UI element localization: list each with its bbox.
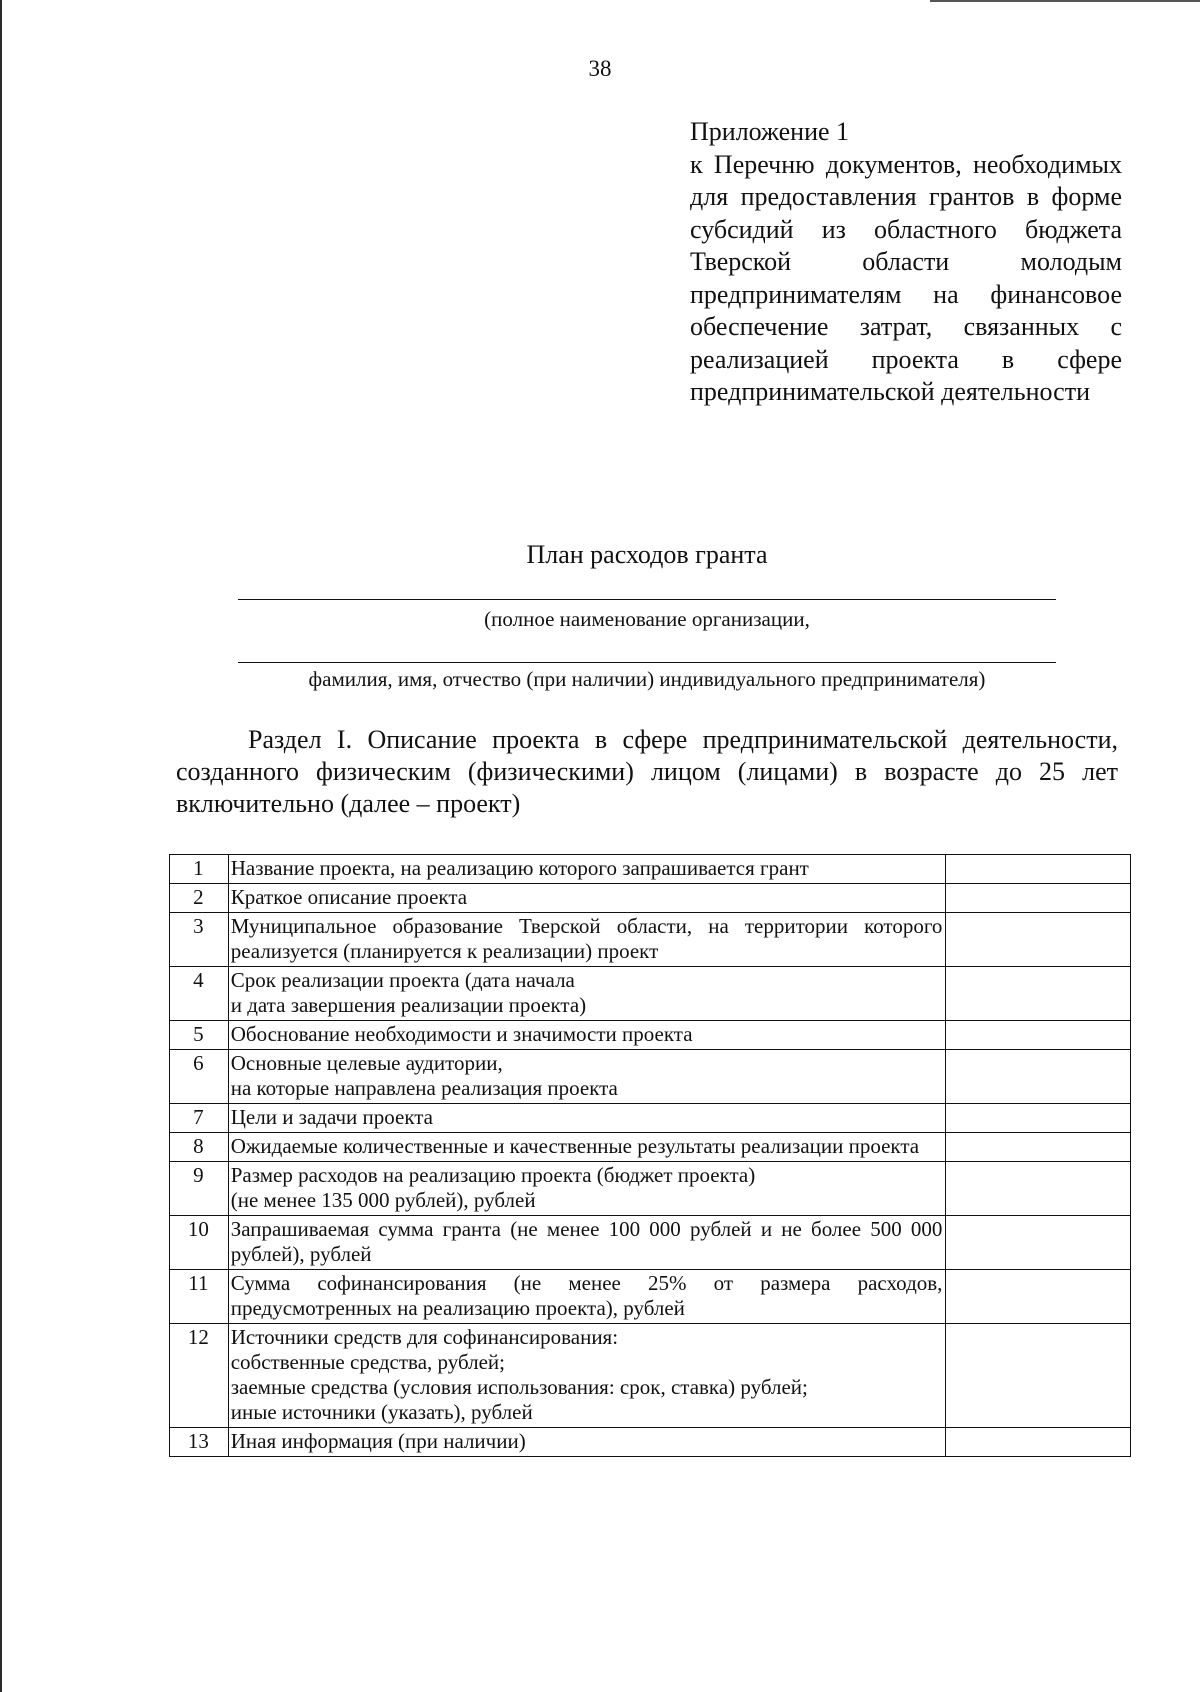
page-edge-left — [0, 0, 2, 1692]
table-row — [170, 1428, 1131, 1457]
row-description — [228, 1162, 946, 1216]
row-description-line: Ожидаемые количественные и качественные результаты реализации проекта — [230, 1134, 920, 1158]
row-number: 2 — [170, 884, 229, 913]
table-body — [170, 855, 1131, 1457]
entrepreneur-name-line — [238, 662, 1056, 663]
row-description-line: Сумма софинансирования (не менее 25% от размера расходов, предусмотренных на реализацию проекта), рублей — [230, 1271, 943, 1320]
row-value-cell — [946, 1216, 1131, 1270]
table-row — [170, 1270, 1131, 1324]
table-row — [170, 1104, 1131, 1133]
row-value-cell — [946, 1162, 1131, 1216]
row-description-line: Размер расходов на реализацию проекта (бюджет проекта) — [230, 1163, 756, 1187]
row-number: 4 — [170, 967, 229, 1021]
row-description — [228, 1216, 946, 1270]
row-number: 9 — [170, 1162, 229, 1216]
section-heading: Раздел I. Описание проекта в сфере предпринимательской деятельности, созданного физическим (физическими) лицом (лицами) в возрасте до 25 лет включительно (далее – проект) — [176, 725, 1118, 818]
row-description — [228, 884, 946, 913]
row-value-cell — [946, 1104, 1131, 1133]
entrepreneur-name-caption: фамилия, имя, отчество (при наличии) индивидуального предпринимателя) — [308, 667, 986, 691]
row-description — [228, 1133, 946, 1162]
row-number: 3 — [170, 913, 229, 967]
row-number: 7 — [170, 1104, 229, 1133]
row-value-cell — [946, 1270, 1131, 1324]
page-number: 38 — [588, 56, 612, 81]
row-number: 6 — [170, 1050, 229, 1104]
row-number: 5 — [170, 1021, 229, 1050]
row-description-line: на которые направлена реализация проекта — [230, 1076, 618, 1100]
table-row — [170, 913, 1131, 967]
document-title: План расходов гранта — [526, 540, 768, 569]
row-description-line: собственные средства, рублей; — [230, 1350, 505, 1374]
row-description — [228, 967, 946, 1021]
table-row — [170, 1216, 1131, 1270]
table-row — [170, 967, 1131, 1021]
row-value-cell — [946, 1133, 1131, 1162]
row-description — [228, 1270, 946, 1324]
row-description-line: иные источники (указать), рублей — [230, 1400, 533, 1424]
table-row — [170, 855, 1131, 884]
table-row — [170, 1162, 1131, 1216]
row-description — [228, 855, 946, 884]
row-description-line: Цели и задачи проекта — [230, 1105, 434, 1129]
row-number: 10 — [170, 1216, 229, 1270]
appendix-title: Приложение 1 — [690, 117, 850, 146]
table-row — [170, 1050, 1131, 1104]
row-value-cell — [946, 1324, 1131, 1428]
row-description-line: Запрашиваемая сумма гранта (не менее 100 000 рублей и не более 500 000 рублей), рублей — [230, 1217, 943, 1266]
row-value-cell — [946, 967, 1131, 1021]
row-value-cell — [946, 913, 1131, 967]
appendix-text: к Перечню документов, необходимых для предоставления грантов в форме субсидий из областного бюджета Тверской области молодым предпринимателям на финансовое обеспечение затрат, связанных с реализацией проекта в сфере предпринимательской деятельности — [690, 149, 1122, 406]
row-number: 8 — [170, 1133, 229, 1162]
organization-name-caption: (полное наименование организации, — [484, 607, 810, 631]
row-description-line: Основные целевые аудитории, — [230, 1051, 503, 1075]
row-description — [228, 1021, 946, 1050]
project-description-table — [169, 854, 1131, 1457]
row-description — [228, 1104, 946, 1133]
row-description-line: Срок реализации проекта (дата начала — [230, 968, 575, 992]
row-description — [228, 1428, 946, 1457]
organization-name-line — [238, 599, 1056, 600]
row-description-line: (не менее 135 000 рублей), рублей — [230, 1188, 536, 1212]
row-description-line: Иная информация (при наличии) — [230, 1429, 526, 1453]
row-value-cell — [946, 1428, 1131, 1457]
table-row — [170, 1021, 1131, 1050]
row-description-line: заемные средства (условия использования: срок, ставка) рублей; — [230, 1375, 808, 1399]
row-number: 1 — [170, 855, 229, 884]
row-description-line: и дата завершения реализации проекта) — [230, 993, 587, 1017]
row-description-line: Обоснование необходимости и значимости проекта — [230, 1022, 693, 1046]
row-description-line: Источники средств для софинансирования: — [230, 1325, 619, 1349]
row-number: 13 — [170, 1428, 229, 1457]
table-row — [170, 1324, 1131, 1428]
row-value-cell — [946, 1050, 1131, 1104]
row-value-cell — [946, 884, 1131, 913]
table-row — [170, 884, 1131, 913]
appendix-block — [690, 116, 1122, 409]
row-description — [228, 913, 946, 967]
row-description-line: Краткое описание проекта — [230, 885, 468, 909]
table-row — [170, 1133, 1131, 1162]
row-value-cell — [946, 855, 1131, 884]
row-description-line: Название проекта, на реализацию которого запрашивается грант — [230, 856, 809, 880]
row-number: 11 — [170, 1270, 229, 1324]
row-description-line: Муниципальное образование Тверской области, на территории которого реализуется (планируется к реализации) проект — [230, 914, 943, 963]
row-description — [228, 1324, 946, 1428]
row-value-cell — [946, 1021, 1131, 1050]
row-number: 12 — [170, 1324, 229, 1428]
row-description — [228, 1050, 946, 1104]
page-edge-top — [930, 0, 1200, 2]
